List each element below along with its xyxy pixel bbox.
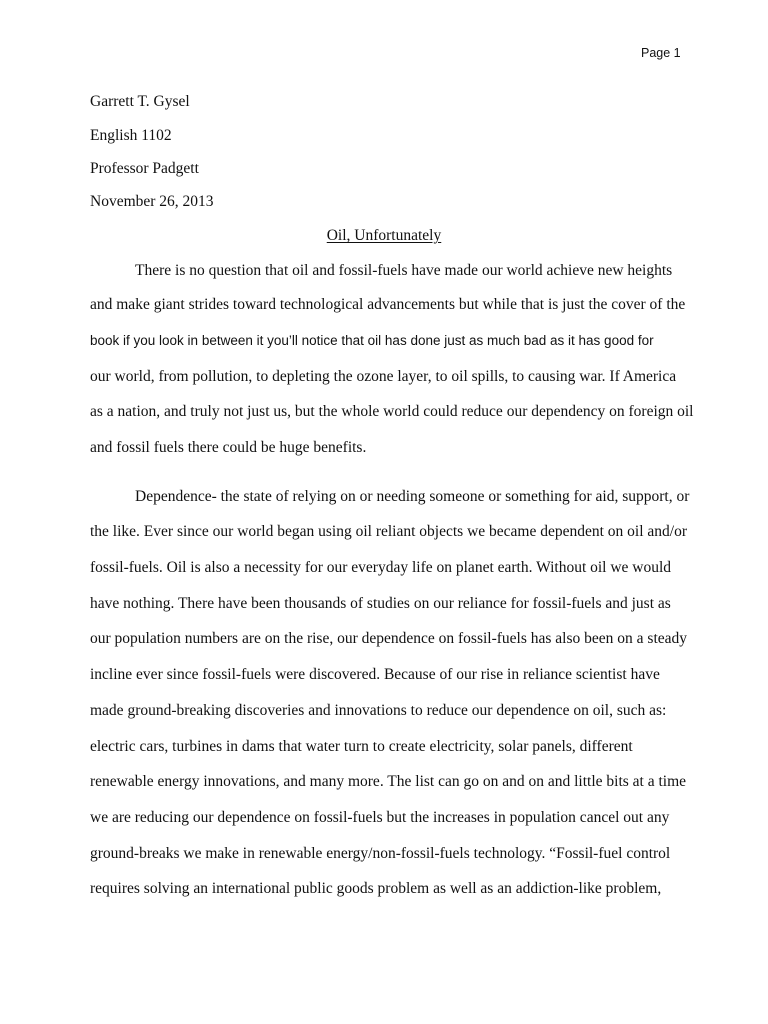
paragraph-line: There is no question that oil and fossil-fuels have made our world achieve new heights: [135, 262, 673, 279]
paragraph-line: electric cars, turbines in dams that water turn to create electricity, solar panels, different: [90, 738, 633, 755]
paragraph-line: and fossil fuels there could be huge benefits.: [90, 439, 367, 456]
paragraph-line: fossil-fuels. Oil is also a necessity for our everyday life on planet earth. Without oil we would: [90, 559, 672, 576]
essay-date: November 26, 2013: [90, 193, 214, 210]
paragraph-line: our world, from pollution, to depleting the ozone layer, to oil spills, to causing war. If America: [90, 368, 677, 385]
paragraph-line: renewable energy innovations, and many more. The list can go on and on and little bits at a time: [90, 773, 687, 790]
paragraph-line: the like. Ever since our world began using oil reliant objects we became dependent on oil and/or: [90, 523, 687, 540]
paragraph-line: requires solving an international public goods problem as well as an addiction-like problem,: [90, 880, 662, 897]
paragraph-line: as a nation, and truly not just us, but the whole world could reduce our dependency on foreign oil: [90, 403, 694, 420]
page-number: Page 1: [641, 46, 681, 60]
paragraph-line: have nothing. There have been thousands of studies on our reliance for fossil-fuels and just as: [90, 595, 671, 612]
essay-title: Oil, Unfortunately: [326, 227, 442, 244]
paragraph-line: book if you look in between it you’ll notice that oil has done just as much bad as it has good for: [90, 333, 654, 348]
paragraph-line: we are reducing our dependence on fossil-fuels but the increases in population cancel out any: [90, 809, 670, 826]
paragraph-line: and make giant strides toward technological advancements but while that is just the cover of the: [90, 296, 686, 313]
paragraph-line: ground-breaks we make in renewable energy/non-fossil-fuels technology. “Fossil-fuel control: [90, 845, 671, 862]
author-name: Garrett T. Gysel: [90, 93, 190, 110]
paragraph-line: our population numbers are on the rise, our dependence on fossil-fuels has also been on a steady: [90, 630, 688, 647]
paragraph-line: Dependence- the state of relying on or needing someone or something for aid, support, or: [135, 488, 690, 505]
course-name: English 1102: [90, 127, 172, 144]
professor-name: Professor Padgett: [90, 160, 199, 177]
paragraph-line: made ground-breaking discoveries and innovations to reduce our dependence on oil, such as:: [90, 702, 667, 719]
paragraph-line: incline ever since fossil-fuels were discovered. Because of our rise in reliance scientist have: [90, 666, 660, 683]
